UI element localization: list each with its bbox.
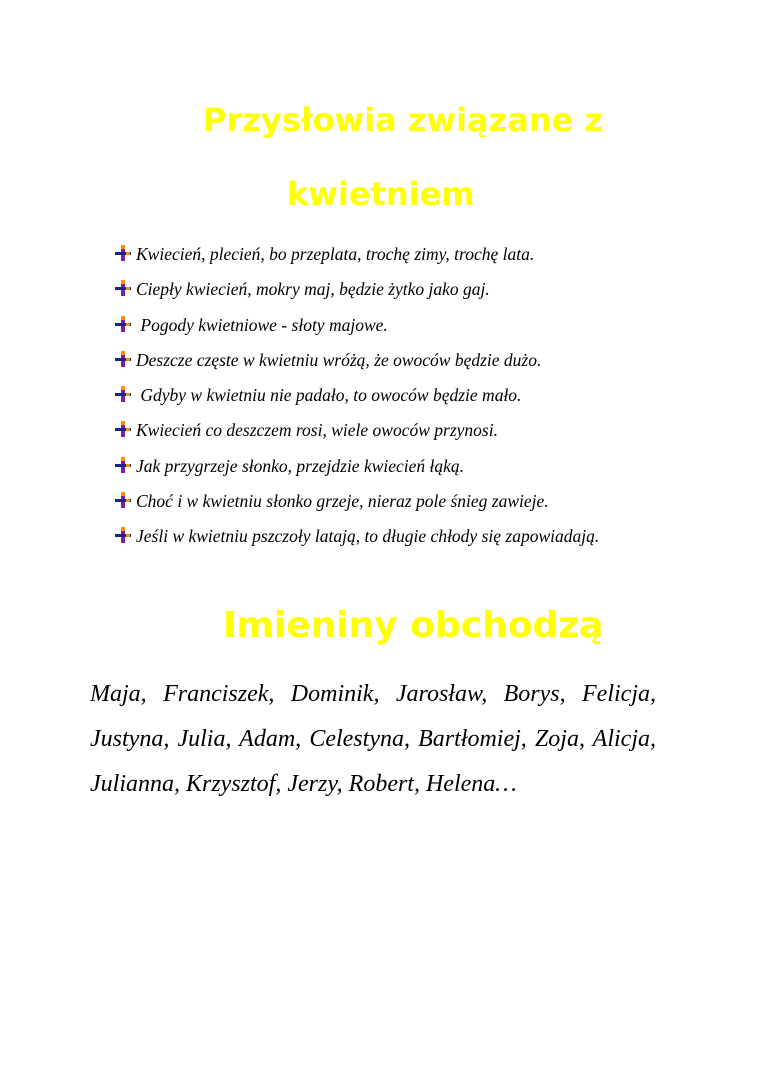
proverb-text: Kwiecień co deszczem rosi, wiele owoców przynosi.	[136, 420, 498, 441]
list-item	[114, 272, 714, 307]
list-item	[114, 343, 714, 378]
cross-bullet-icon	[114, 279, 132, 297]
nameday-heading: Imieniny obchodzą	[223, 605, 604, 646]
list-item	[114, 484, 714, 519]
proverb-text: Gdyby w kwietniu nie padało, to owoców będzie mało.	[136, 385, 522, 406]
heading-line-2: kwietniem	[287, 175, 475, 213]
proverb-text: Jeśli w kwietniu pszczoły latają, to długie chłody się zapowiadają.	[136, 526, 600, 547]
cross-bullet-icon	[114, 491, 132, 509]
cross-bullet-icon	[114, 456, 132, 474]
proverb-text: Deszcze częste w kwietniu wróżą, że owoców będzie dużo.	[136, 349, 542, 370]
list-item	[114, 449, 714, 484]
proverb-text: Jak przygrzeje słonko, przejdzie kwiecień łąką.	[136, 455, 465, 476]
proverb-text: Choć i w kwietniu słonko grzeje, nieraz pole śnieg zawieje.	[136, 491, 549, 512]
nameday-names: Maja, Franciszek, Dominik, Jarosław, Borys, Felicja, Justyna, Julia, Adam, Celestyna, Bartłomiej, Zoja, Alicja, Julianna, Krzysztof, Jerzy, Robert, Helena…	[90, 681, 656, 797]
cross-bullet-icon	[114, 244, 132, 262]
proverb-list	[114, 237, 714, 555]
list-item	[114, 308, 714, 343]
cross-bullet-icon	[114, 526, 132, 544]
cross-bullet-icon	[114, 350, 132, 368]
list-item	[114, 378, 714, 413]
heading-line-1: Przysłowia związane z	[203, 101, 604, 139]
cross-bullet-icon	[114, 385, 132, 403]
proverb-text: Ciepły kwiecień, mokry maj, będzie żytko jako gaj.	[136, 279, 490, 300]
proverb-text: Pogody kwietniowe - słoty majowe.	[136, 314, 388, 335]
cross-bullet-icon	[114, 420, 132, 438]
cross-bullet-icon	[114, 315, 132, 333]
proverb-text: Kwiecień, plecień, bo przeplata, trochę zimy, trochę lata.	[136, 244, 535, 264]
list-item	[114, 519, 656, 554]
list-item	[114, 237, 714, 272]
list-item	[114, 413, 714, 448]
